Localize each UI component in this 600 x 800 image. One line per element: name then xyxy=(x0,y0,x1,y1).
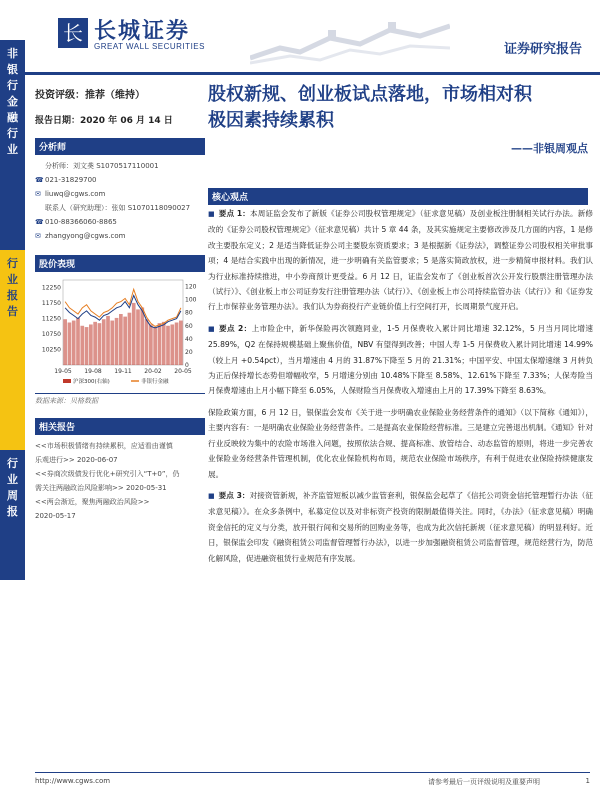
analyst-line xyxy=(35,229,205,243)
left-tick-label: 10750 xyxy=(41,331,61,339)
related-report-line[interactable]: 需关注两融政治风险影响>> 2020-05-31 xyxy=(35,484,167,492)
analyst-line-text: 联系人（研究助理）：张如 S1070118090027 xyxy=(45,204,191,212)
related-report-line[interactable]: <<两会渐近，聚焦两融政治风险>> xyxy=(35,498,150,506)
point-1-lead: 要点 1： xyxy=(218,209,251,218)
x-tick-label: 20-05 xyxy=(174,368,192,375)
x-tick-label: 20-02 xyxy=(144,368,162,375)
point-1-text: 本周证监会发布了新版《证券公司股权管理规定》（征求意见稿）及创业板注册制相关试行办法。新修改的《证券公司股权管理规定》（征求意见稿）共计 5 章 44 条，及其实施规定主要修改涉及几方面的内容，1 是修改主要股东定义；2 是适当降低证券公司主要股东资质要求；3 是根据新《证券法》，调整证券公司股权相关审批事项；4 是结合实践中出现的新情况，进一步明确有关监管要求；5 是落实简政放权，进一步精简申报材料。我们认为行业标准持续推进，中小券商预计更受益。6 月 12 日，证监会发布了《创业板首次公开发行股票注册管理办法（试行）》、《创业板上市公司证券发行注册管理办法（试行）》、《创业板上市公司持续监管办法（试行）》和《证券发行上市保荐业务管理办法》。我们认为券商投行产业链价值上行空间打开，长周期景气度开启。 xyxy=(208,209,593,312)
phone-icon: ☎ xyxy=(35,218,44,226)
analyst-line xyxy=(35,173,205,187)
side-tag-weekly xyxy=(0,450,25,580)
point-3-text: 对接资管新规，补齐监管短板以减少监管套利，银保监会起草了《信托公司资金信托管理暂行办法（征求意见稿）》。在众多条例中，私募定位以及对非标资产投资的限制最值得关注。同时，《办法》（征求意见稿）明确资金信托的定义与分类，放开银行间和交易所的回购业务等，也成为此次信托新规（征求意见稿）的明显利好。近日，银保监会印发《融资租赁公司监督管理暂行办法》，以进一步加强融资租赁公司监督管理，规范经营行为，防范化解风险，促进融资租赁行业规范有序发展。 xyxy=(208,490,593,563)
point-2 xyxy=(208,321,593,399)
volume-bar xyxy=(110,321,114,365)
stock-chart-svg xyxy=(35,276,205,391)
mail-icon: ✉ xyxy=(35,190,41,198)
report-title-line1: 股权新规、创业板试点落地，市场相对积 xyxy=(208,84,532,105)
side-tag-report xyxy=(0,250,25,450)
volume-bar xyxy=(63,319,67,365)
rating-value: 推荐（维持） xyxy=(85,90,145,101)
report-title xyxy=(208,82,588,134)
volume-bar xyxy=(140,307,144,365)
report-body xyxy=(208,206,593,572)
left-tick-label: 12250 xyxy=(41,284,61,292)
left-tick-label: 10250 xyxy=(41,346,61,354)
seg2-char: 业 xyxy=(7,273,18,286)
right-tick-label: 0 xyxy=(185,362,189,369)
right-tick-label: 120 xyxy=(185,283,197,291)
volume-bar xyxy=(136,309,140,365)
left-tick-label: 11750 xyxy=(41,300,61,308)
logo-english: GREAT WALL SECURITIES xyxy=(94,42,205,51)
seg1-char: 行 xyxy=(7,127,18,140)
volume-bar xyxy=(85,327,89,365)
x-tick-label: 19-08 xyxy=(84,368,102,375)
chart-section-title: 股价表现 xyxy=(35,255,205,272)
volume-bar xyxy=(128,313,132,365)
page-number: 1 xyxy=(585,777,590,785)
volume-bar xyxy=(119,314,123,365)
legend-label-nonbank: 非银行金融 xyxy=(141,379,169,385)
side-tag-industry xyxy=(0,40,25,250)
point-2-lead: 要点 2： xyxy=(219,323,252,333)
analyst-line-text: 010-88366060-8865 xyxy=(45,218,117,226)
page-header xyxy=(0,0,600,78)
report-type-label: 证券研究报告 xyxy=(503,42,582,57)
seg1-char: 行 xyxy=(7,79,18,92)
rating-label: 投资评级： xyxy=(35,90,85,101)
stock-chart xyxy=(35,276,205,391)
report-title-line2: 极因素持续累积 xyxy=(208,110,334,131)
seg2-char: 行 xyxy=(7,257,18,270)
great-wall-illustration xyxy=(250,8,450,68)
seg3-char: 业 xyxy=(7,473,18,486)
right-tick-label: 20 xyxy=(185,348,193,356)
volume-bar xyxy=(76,318,80,365)
seg1-char: 业 xyxy=(7,143,18,156)
analyst-line xyxy=(35,187,205,201)
related-section-title: 相关报告 xyxy=(35,418,205,435)
logo-mark: 长 xyxy=(58,18,88,48)
footer-disclaimer: 请参考最后一页评级说明及重要声明 xyxy=(428,778,540,786)
related-report-line[interactable]: 2020-05-17 xyxy=(35,512,76,520)
point-3-lead: 要点 3： xyxy=(218,490,250,500)
volume-bar xyxy=(158,323,162,365)
volume-bar xyxy=(68,323,72,366)
legend-label-hs300: 沪深300(右轴) xyxy=(73,379,110,385)
side-band xyxy=(0,0,25,800)
point-2-text: 上市险企中，新华保险再次领跑同业，1-5 月保费收入累计同比增速 32.12%，5 月当月同比增速 25.89%，Q2 在保持规模基础上聚焦价值，NBV 有望得到改善；中国人寿 1-5 月保费收入累计同比增速 14.99%（较上月 +0.54pct），当月增速由 4 月的 31.87%下降至 5 月的 21.31%；中国平安、中国太保增速继 3 月转负为正后保持增长态势但增幅收窄，5 月增速分别由 10.48%下降至 8.58%、12.61%下降至 7.33%；人保寿险当月保费增速由上月小幅下降至 6.05%，人保财险当月保费收入增速由上月的 17.39%下降至 8.63%。 xyxy=(208,323,593,396)
volume-bar xyxy=(72,321,76,365)
volume-bar xyxy=(162,322,166,365)
analyst-list xyxy=(35,159,205,243)
right-tick-label: 60 xyxy=(185,322,193,330)
report-subtitle: ——非银周观点 xyxy=(511,142,588,155)
volume-bar xyxy=(115,318,119,365)
point-1 xyxy=(208,206,593,315)
volume-bar xyxy=(80,326,84,365)
volume-bar xyxy=(132,303,136,365)
analyst-line-text: 021-31829700 xyxy=(45,176,97,184)
analyst-line xyxy=(35,215,205,229)
right-tick-label: 100 xyxy=(185,296,197,304)
left-column xyxy=(35,82,205,523)
seg3-char: 报 xyxy=(7,505,18,518)
rating xyxy=(35,86,205,101)
seg3-char: 周 xyxy=(7,489,18,502)
related-report-line[interactable]: 乐观进行>> 2020-06-07 xyxy=(35,456,118,464)
related-report-line[interactable]: <<券商次级债发行优化+研究引入“T+0”，仍 xyxy=(35,470,180,478)
volume-bar xyxy=(98,323,102,365)
seg1-char: 银 xyxy=(7,63,18,76)
x-tick-label: 19-11 xyxy=(114,368,132,375)
volume-bar xyxy=(106,316,110,365)
volume-bar xyxy=(175,323,179,366)
seg3-char: 行 xyxy=(7,457,18,470)
left-tick-label: 11250 xyxy=(41,315,61,323)
core-views-title: 核心观点 xyxy=(208,188,588,205)
seg2-char: 告 xyxy=(7,305,18,318)
footer-url[interactable]: http://www.cgws.com xyxy=(35,777,111,785)
logo-chinese: 长城证券 xyxy=(94,18,191,44)
related-reports xyxy=(35,439,205,523)
legend-swatch-hs300 xyxy=(63,379,71,383)
volume-bar xyxy=(93,322,97,365)
right-tick-label: 80 xyxy=(185,309,193,317)
header-rule xyxy=(0,72,600,75)
point-3 xyxy=(208,488,593,566)
related-report-line[interactable]: <<市场积极情绪有持续累积，应适看由谨慎 xyxy=(35,442,173,450)
phone-icon: ☎ xyxy=(35,176,44,184)
mail-icon: ✉ xyxy=(35,232,41,240)
analyst-line-text: zhangyong@cgws.com xyxy=(45,232,126,240)
volume-bar xyxy=(102,319,106,365)
volume-bar xyxy=(123,317,127,365)
report-date: 报告日期：2020 年 06 月 14 日 xyxy=(35,116,173,126)
seg1-char: 金 xyxy=(7,95,18,108)
bullet-icon: ■ xyxy=(208,324,215,333)
main-column xyxy=(208,82,588,156)
volume-bar xyxy=(153,327,157,365)
analyst-line xyxy=(35,201,205,215)
bullet-icon: ■ xyxy=(208,210,215,218)
volume-bar xyxy=(145,319,149,365)
analyst-line-text: liuwq@cgws.com xyxy=(45,190,106,198)
analyst-line-text: 分析师：刘文䶮 S1070517110001 xyxy=(45,162,159,170)
seg2-char: 报 xyxy=(7,289,18,302)
volume-bar xyxy=(89,324,93,365)
right-tick-label: 40 xyxy=(185,335,193,343)
analyst-section-title: 分析师 xyxy=(35,138,205,155)
volume-bar xyxy=(179,321,183,365)
point-2-policy: 保险政策方面，6 月 12 日，银保监会发布《关于进一步明确农业保险业务经营条件的通知》（以下简称《通知》），主要内容有：一是明确农业保险业务经营条件。二是提高农业保险经营标准。三是建立完善退出机制。《通知》针对行业反映较为集中的农险市场准入问题，按照依法合规、提高标准、放管结合、动态监管的原则，将进一步完善农业保险业务经营条件管理机制，优化农业保险机构布局，规范农业保险市场秩序，有利于促进农业保险持续健康发展。 xyxy=(208,407,593,479)
chart-source: 数据来源：贝格数据 xyxy=(35,393,205,406)
volume-bar xyxy=(170,324,174,365)
volume-bar xyxy=(149,324,153,365)
x-tick-label: 19-05 xyxy=(54,368,72,375)
seg1-char: 融 xyxy=(7,111,18,124)
page-footer xyxy=(35,772,590,786)
seg1-char: 非 xyxy=(7,47,18,60)
volume-bar xyxy=(166,326,170,365)
bullet-icon: ■ xyxy=(208,491,215,500)
analyst-line xyxy=(35,159,205,173)
nonbank-line xyxy=(65,289,181,326)
